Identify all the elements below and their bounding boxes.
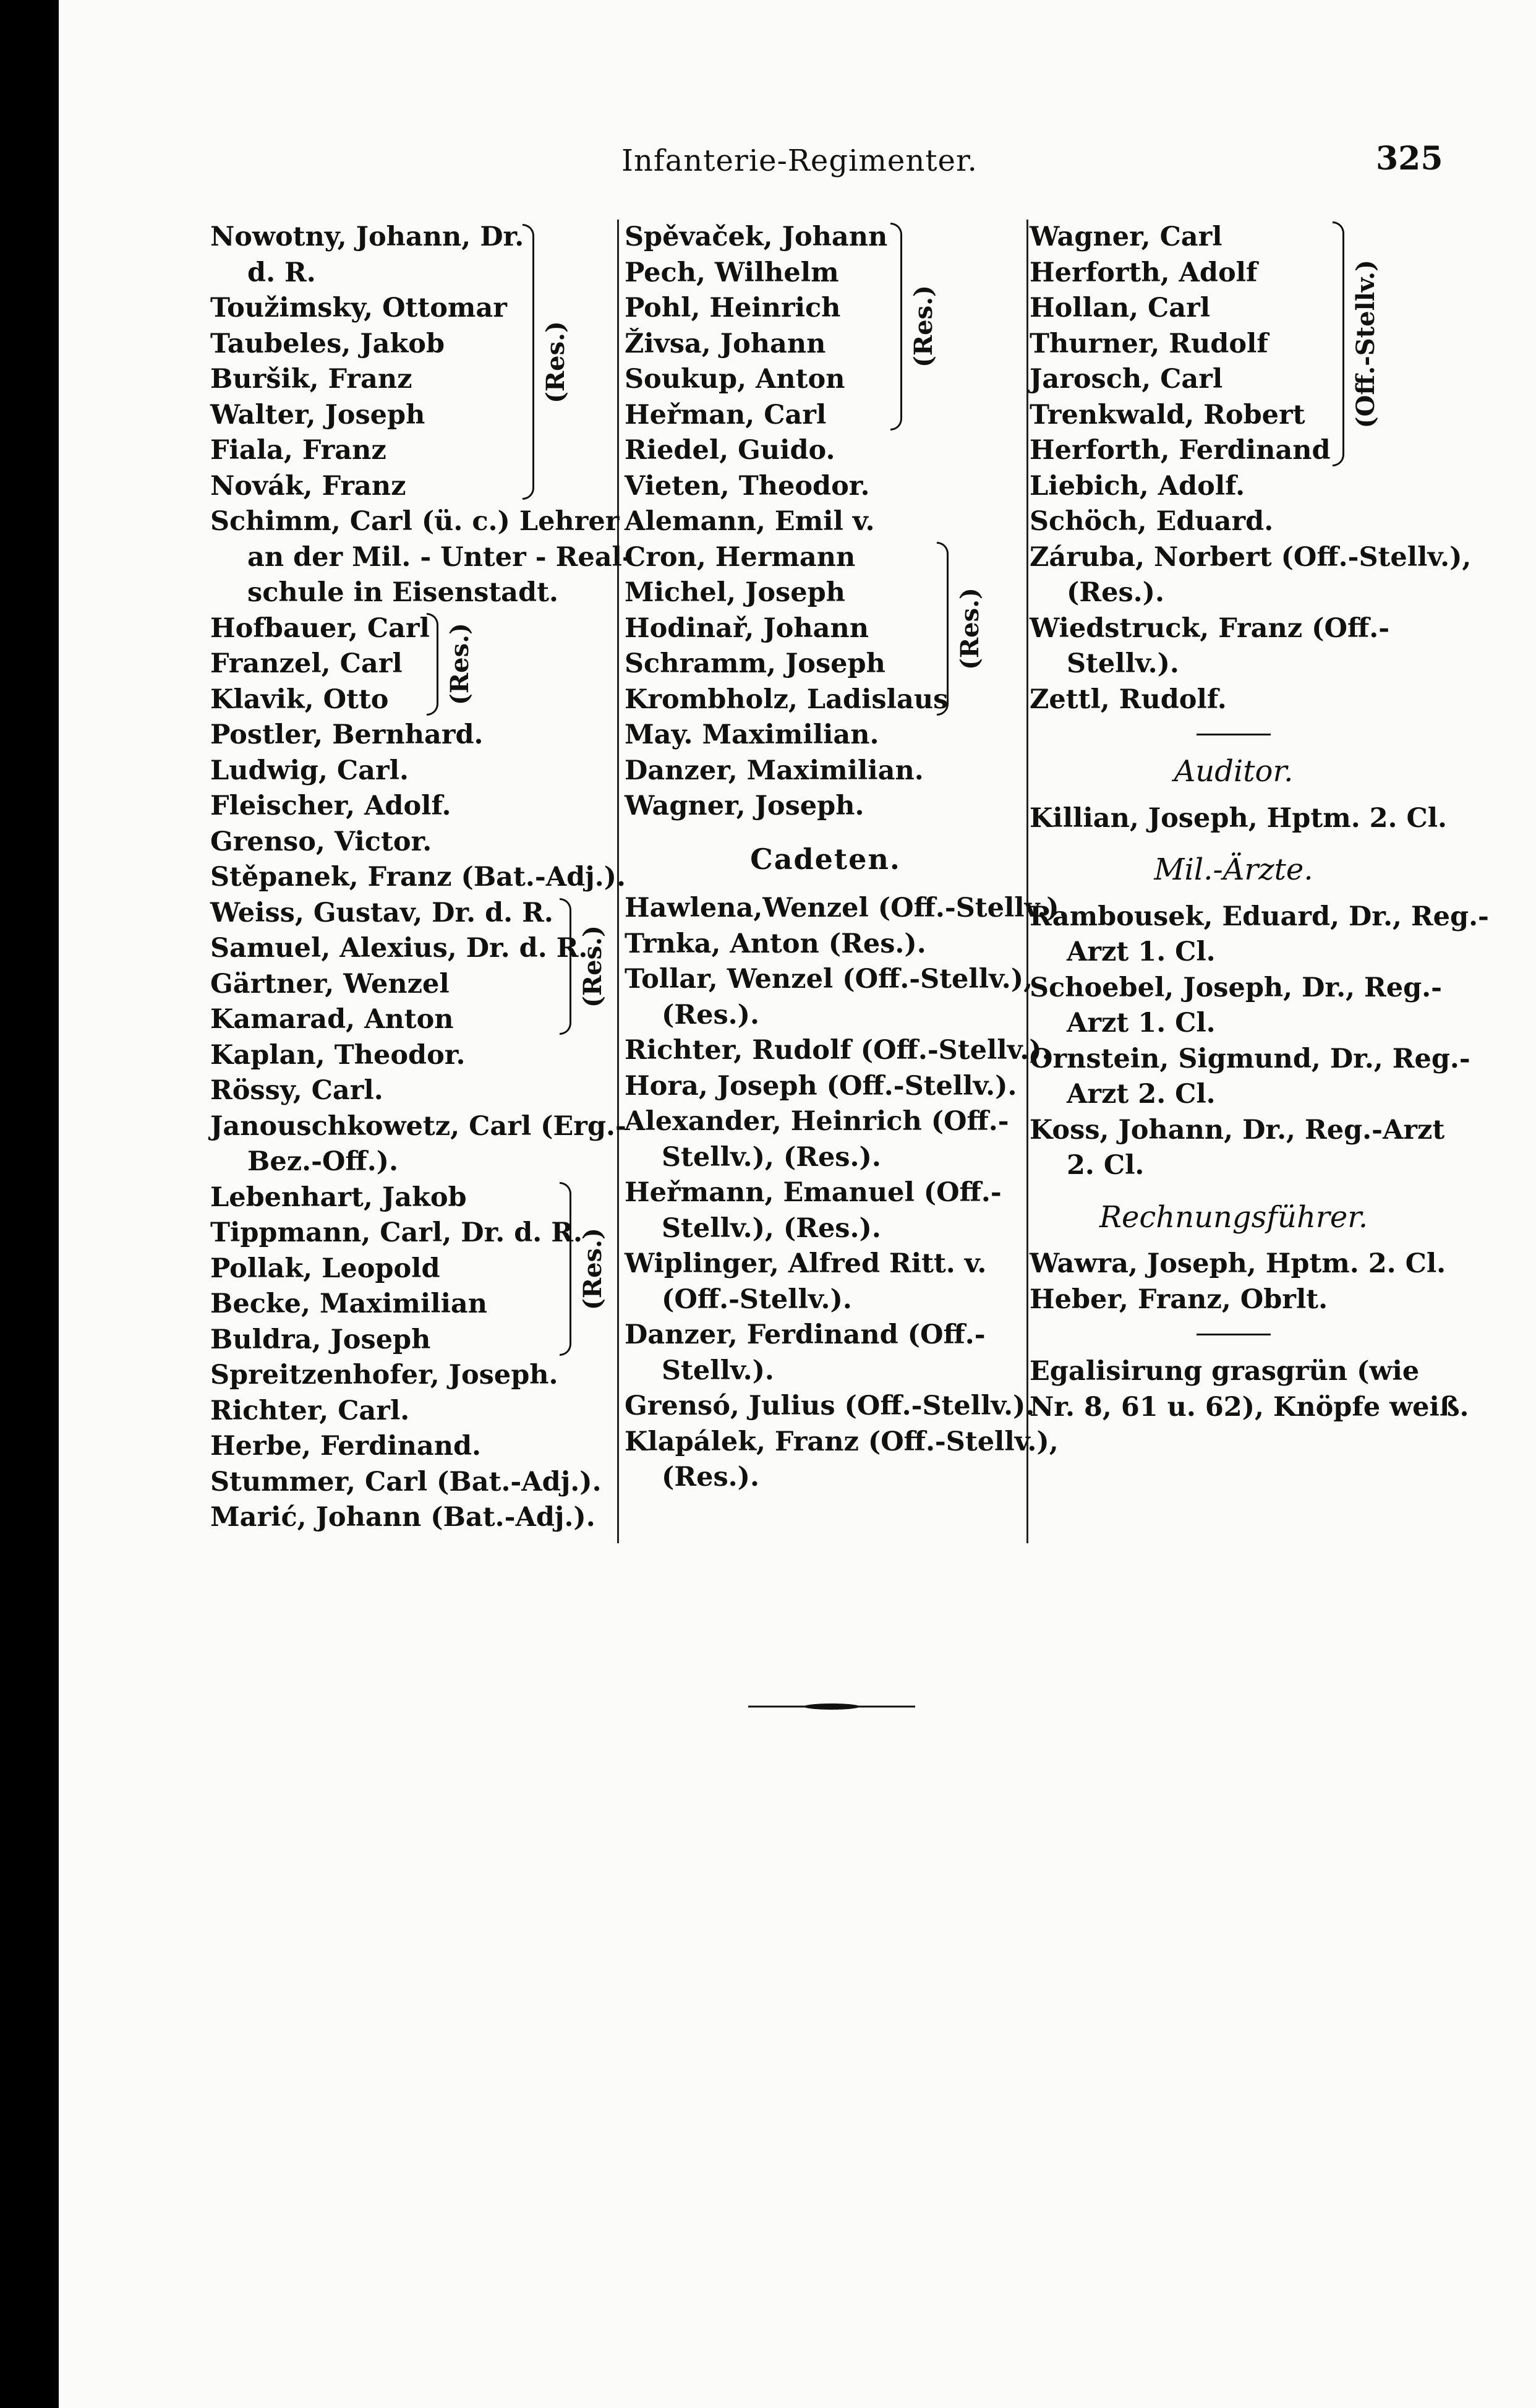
list-item: Buldra, Joseph	[210, 1324, 431, 1355]
list-item: Danzer, Maximilian.	[625, 755, 924, 786]
list-item: 2. Cl.	[1067, 1150, 1145, 1181]
list-item: Killian, Joseph, Hptm. 2. Cl.	[1030, 802, 1448, 834]
list-item: Ludwig, Carl.	[210, 755, 409, 786]
brace	[890, 220, 942, 433]
list-item: Thurner, Rudolf	[1030, 328, 1268, 359]
list-item: Hawlena,Wenzel (Off.-Stellv.).	[625, 893, 1069, 923]
list-item: Kamarad, Anton	[210, 1004, 454, 1035]
list-item: Vieten, Theodor.	[625, 470, 870, 502]
list-item: Wiedstruck, Franz (Off.-	[1030, 612, 1390, 644]
list-item: Schramm, Joseph	[625, 648, 885, 679]
list-item: Hofbauer, Carl	[210, 612, 430, 644]
list-item: Grensó, Julius (Off.-Stellv.).	[625, 1390, 1035, 1421]
end-ornament-icon	[748, 1702, 915, 1711]
list-item: Jarosch, Carl	[1030, 364, 1223, 395]
list-item: Koss, Johann, Dr., Reg.-Arzt	[1030, 1114, 1445, 1146]
brace	[937, 540, 988, 718]
brace-bar	[937, 542, 949, 716]
list-item: Heřman, Carl	[625, 399, 827, 431]
brace-bar	[523, 224, 534, 500]
list-item: Wagner, Carl	[1030, 221, 1222, 252]
column-2	[625, 220, 1069, 1496]
list-item: Bez.-Off.).	[247, 1146, 398, 1177]
list-item: Stěpanek, Franz (Bat.-Adj.).	[210, 862, 626, 893]
reserve-group	[210, 611, 606, 718]
list-item: Franzel, Carl	[210, 648, 403, 679]
running-head: Infanterie-Regimenter.	[621, 144, 978, 178]
book-page	[59, 0, 1536, 2408]
list-item: Ornstein, Sigmund, Dr., Reg.-	[1030, 1043, 1470, 1074]
list-item: Záruba, Norbert (Off.-Stellv.),	[1030, 541, 1472, 573]
reserve-group	[210, 220, 606, 504]
section-divider	[1197, 1334, 1271, 1335]
list-item: Herforth, Adolf	[1030, 257, 1258, 288]
list-item: d. R.	[247, 257, 316, 288]
list-item: an der Mil. - Unter - Real-	[247, 541, 633, 573]
list-item: Novák, Franz	[210, 470, 406, 502]
list-item: Liebich, Adolf.	[1030, 470, 1245, 502]
column-1	[210, 220, 633, 1536]
brace-bar	[427, 613, 438, 716]
list-item: Herbe, Ferdinand.	[210, 1431, 482, 1462]
list-item: Pohl, Heinrich	[625, 293, 841, 323]
list-item: (Res.).	[662, 999, 759, 1030]
list-item: Schöch, Eduard.	[1030, 506, 1274, 537]
brace	[560, 896, 611, 1038]
list-item: Gärtner, Wenzel	[210, 968, 450, 1000]
list-item: Janouschkowetz, Carl (Erg.-	[210, 1110, 626, 1142]
list-item: Soukup, Anton	[625, 364, 845, 395]
list-item: (Res.).	[662, 1462, 759, 1493]
list-item: Trnka, Anton (Res.).	[625, 928, 926, 959]
page-number: 325	[1376, 140, 1443, 178]
section-heading-aerzte: Mil.-Ärzte.	[1154, 852, 1313, 887]
list-item: Michel, Joseph	[625, 577, 845, 608]
reserve-group	[625, 220, 1026, 433]
list-item: Wiplinger, Alfred Ritt. v.	[625, 1248, 987, 1279]
list-item: Rambousek, Eduard, Dr., Reg.-	[1030, 901, 1489, 932]
list-item: Kaplan, Theodor.	[210, 1039, 466, 1071]
list-item: Spreitzenhofer, Joseph.	[210, 1360, 558, 1390]
list-item: Schimm, Carl (ü. c.) Lehrer	[210, 506, 620, 537]
brace	[427, 611, 478, 718]
list-item: Arzt 1. Cl.	[1067, 936, 1216, 967]
reserve-group	[625, 540, 1026, 718]
list-item: Krombholz, Ladislaus	[625, 683, 949, 715]
reserve-group	[210, 896, 606, 1038]
list-item: Taubeles, Jakob	[210, 328, 445, 359]
group-label: (Res.)	[578, 1227, 607, 1310]
group-label: (Off.-Stellv.)	[1351, 259, 1380, 429]
list-item: Heřmann, Emanuel (Off.-	[625, 1177, 1002, 1208]
list-item: Richter, Rudolf (Off.-Stellv.).	[625, 1035, 1051, 1066]
list-item: Cron, Hermann	[625, 541, 856, 573]
brace-bar	[1333, 221, 1344, 466]
group-label: (Res.)	[909, 285, 938, 367]
list-item: Tollar, Wenzel (Off.-Stellv.),	[625, 964, 1033, 995]
brace	[1333, 220, 1384, 468]
list-item: Stellv.), (Res.).	[662, 1141, 881, 1173]
reserve-group	[210, 1180, 606, 1358]
list-item: Fleischer, Adolf.	[210, 791, 451, 821]
brace-bar	[560, 1182, 571, 1356]
list-item: Stellv.), (Res.).	[662, 1212, 881, 1244]
group-label: (Res.)	[578, 925, 607, 1008]
list-item: Klapálek, Franz (Off.-Stellv.),	[625, 1426, 1059, 1457]
list-item: Trenkwald, Robert	[1030, 399, 1305, 431]
list-item: Pollak, Leopold	[210, 1253, 440, 1284]
list-item: Herforth, Ferdinand	[1030, 435, 1331, 466]
list-item: Klavik, Otto	[210, 683, 389, 715]
section-heading-auditor: Auditor.	[1174, 754, 1294, 789]
brace	[523, 220, 574, 504]
list-item: Stellv.).	[662, 1355, 774, 1386]
list-item: Grenso, Victor.	[210, 826, 432, 857]
list-item: (Res.).	[1067, 577, 1164, 608]
list-item: Alemann, Emil v.	[625, 506, 875, 537]
list-item: Hora, Joseph (Off.-Stellv.).	[625, 1070, 1017, 1102]
list-item: Wagner, Joseph.	[625, 791, 864, 821]
officer-substitute-group	[1030, 220, 1438, 469]
list-item: Buršik, Franz	[210, 364, 412, 395]
list-item: Stummer, Carl (Bat.-Adj.).	[210, 1466, 602, 1498]
list-item: Arzt 2. Cl.	[1067, 1079, 1216, 1110]
section-heading-rechnungsfuehrer: Rechnungsführer.	[1099, 1199, 1368, 1235]
list-item: Arzt 1. Cl.	[1067, 1008, 1216, 1039]
list-item: Zettl, Rudolf.	[1030, 683, 1227, 715]
list-item: Spěvaček, Johann	[625, 221, 888, 252]
section-heading-cadets: Cadeten.	[750, 842, 901, 876]
brace-bar	[560, 898, 571, 1035]
section-divider	[1197, 734, 1271, 735]
list-item: Becke, Maximilian	[210, 1288, 488, 1319]
column-rule	[1026, 220, 1028, 1543]
group-label: (Res.)	[541, 320, 570, 403]
brace	[560, 1180, 611, 1358]
group-label: (Res.)	[445, 623, 474, 705]
list-item: Rössy, Carl.	[210, 1075, 383, 1106]
list-item: Postler, Bernhard.	[210, 719, 484, 750]
list-item: Hollan, Carl	[1030, 293, 1211, 323]
facings-line: Nr. 8, 61 u. 62), Knöpfe weiß.	[1030, 1391, 1469, 1423]
list-item: Weiss, Gustav, Dr. d. R.	[210, 897, 553, 928]
list-item: Živsa, Johann	[625, 328, 826, 359]
facings-line: Egalisirung grasgrün (wie	[1030, 1356, 1420, 1387]
list-item: Samuel, Alexius, Dr. d. R.	[210, 933, 588, 964]
list-item: Richter, Carl.	[210, 1395, 410, 1426]
list-item: Alexander, Heinrich (Off.-	[625, 1106, 1009, 1137]
list-item: schule in Eisenstadt.	[247, 577, 558, 608]
list-item: (Off.-Stellv.).	[662, 1283, 852, 1315]
list-item: Wawra, Joseph, Hptm. 2. Cl.	[1030, 1248, 1446, 1279]
list-item: Heber, Franz, Obrlt.	[1030, 1283, 1328, 1315]
list-item: Marić, Johann (Bat.-Adj.).	[210, 1502, 595, 1533]
list-item: Riedel, Guido.	[625, 435, 835, 466]
list-item: Fiala, Franz	[210, 435, 386, 466]
list-item: Tippmann, Carl, Dr. d. R.	[210, 1217, 582, 1248]
list-item: Lebenhart, Jakob	[210, 1181, 467, 1213]
list-item: Stellv.).	[1067, 648, 1179, 679]
group-label: (Res.)	[955, 587, 984, 670]
list-item: Schoebel, Joseph, Dr., Reg.-	[1030, 972, 1442, 1003]
list-item: Toužimsky, Ottomar	[210, 293, 507, 323]
list-item: Danzer, Ferdinand (Off.-	[625, 1319, 986, 1350]
column-3	[1030, 220, 1489, 1425]
list-item: Nowotny, Johann, Dr.	[210, 221, 524, 252]
list-item: Walter, Joseph	[210, 399, 425, 431]
list-item: May. Maximilian.	[625, 719, 879, 750]
list-item: Hodinař, Johann	[625, 612, 869, 644]
brace-bar	[890, 223, 902, 431]
list-item: Pech, Wilhelm	[625, 257, 839, 288]
